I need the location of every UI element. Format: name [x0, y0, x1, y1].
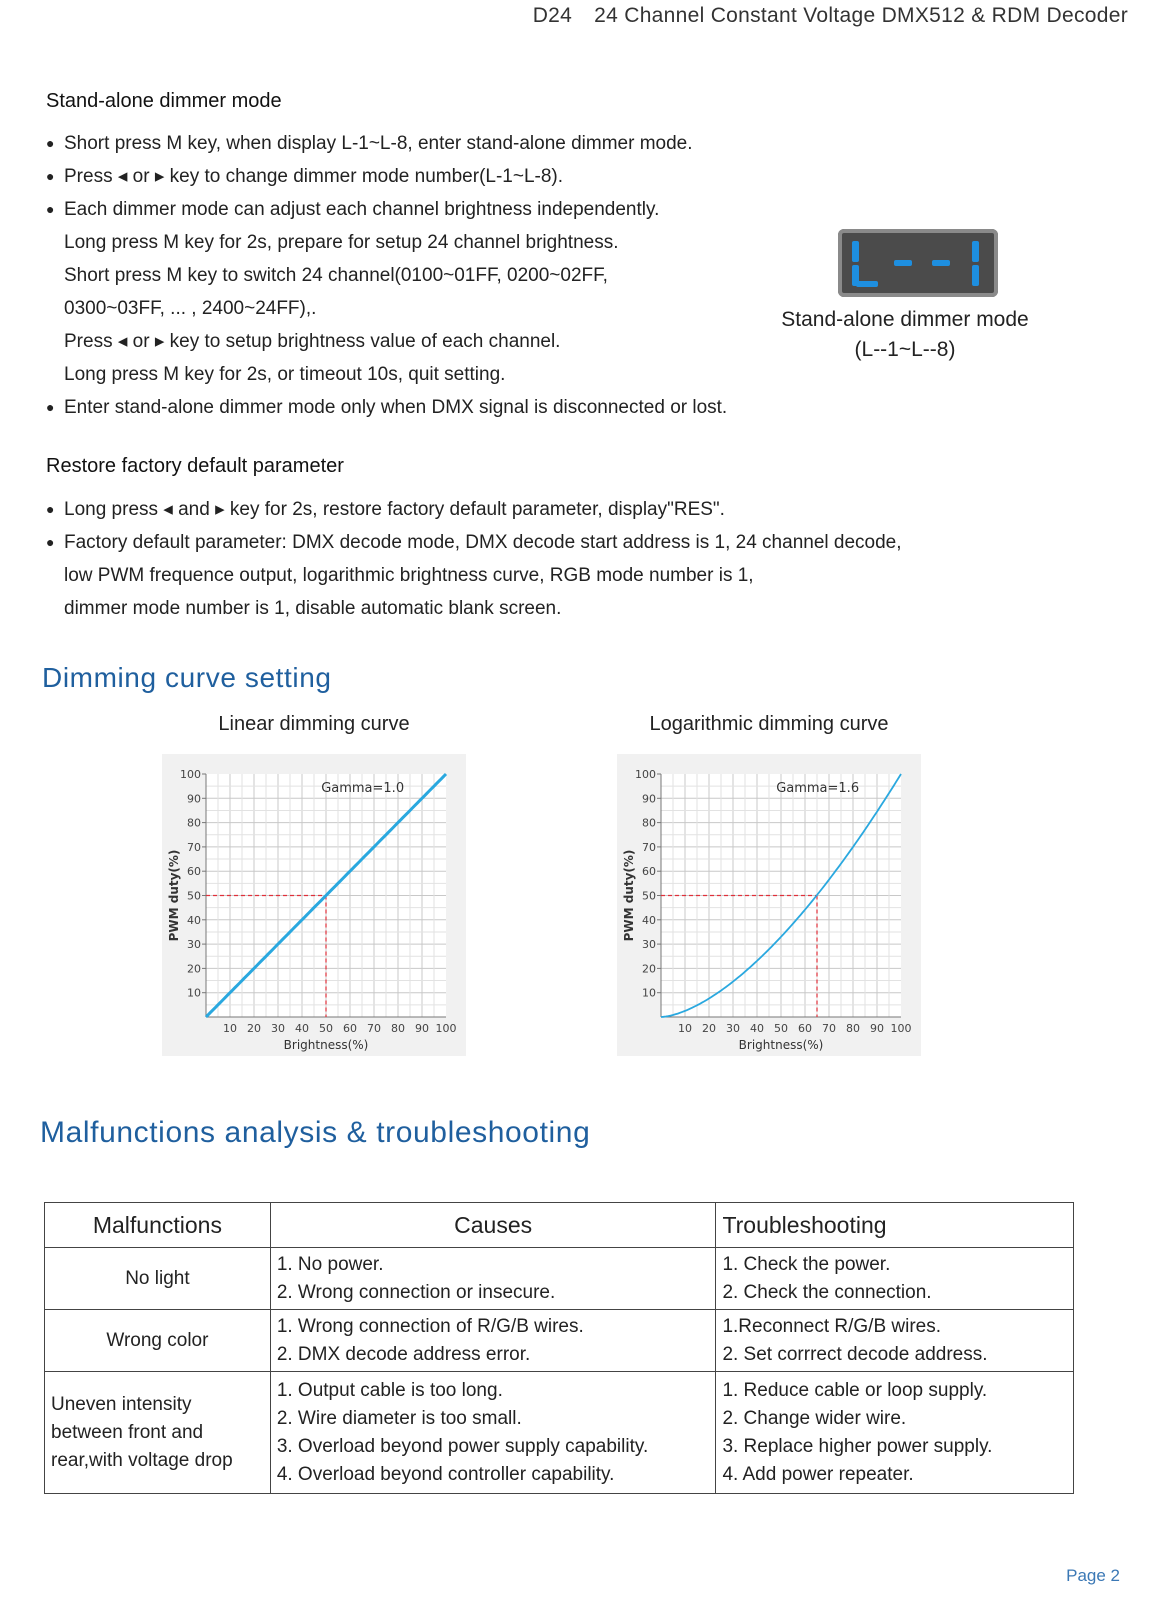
lcd-segments: [838, 229, 998, 297]
bullet-continuation: low PWM frequence output, logarithmic brightness curve, RGB mode number is 1,: [64, 565, 754, 586]
x-tick-label: 20: [702, 1022, 716, 1035]
x-tick-label: 30: [726, 1022, 740, 1035]
bullet-item: ● Short press M key, when display L-1~L-8, enter stand-alone dimmer mode.: [46, 127, 727, 160]
cell-line: No light: [125, 1267, 190, 1289]
x-axis-label: Brightness(%): [738, 1038, 824, 1052]
x-tick-label: 10: [223, 1022, 237, 1035]
bullet-item: ● Press ◂ or ▸ key to change dimmer mode number(L-1~L-8).: [46, 160, 727, 193]
cell-line: 1. Output cable is too long.: [276, 1379, 503, 1401]
cell-line: 1. No power.: [276, 1253, 384, 1275]
lcd-caption-line1: Stand-alone dimmer mode: [781, 308, 1029, 331]
malfunctions-heading: Malfunctions analysis & troubleshooting: [40, 1116, 591, 1149]
y-tick-label: 50: [642, 889, 656, 903]
x-tick-label: 100: [890, 1022, 912, 1035]
x-tick-label: 90: [870, 1022, 884, 1035]
x-tick-label: 60: [798, 1022, 812, 1035]
y-tick-label: 20: [642, 962, 656, 976]
x-tick-label: 90: [415, 1022, 429, 1035]
x-tick-label: 70: [367, 1022, 381, 1035]
log-chart: [617, 754, 921, 1056]
cell-line: 1. Reduce cable or loop supply.: [722, 1379, 988, 1401]
cell-line: 2. Wire diameter is too small.: [276, 1407, 522, 1429]
causes-cell: [270, 1310, 716, 1372]
y-tick-label: 10: [187, 986, 201, 1000]
y-tick-label: 30: [187, 938, 201, 952]
y-tick-label: 60: [187, 865, 201, 879]
log-chart-title: Logarithmic dimming curve: [649, 713, 889, 735]
bullet-continuation: Long press M key for 2s, prepare for setup 24 channel brightness.: [64, 232, 619, 253]
x-tick-label: 70: [822, 1022, 836, 1035]
column-header: Malfunctions: [45, 1203, 271, 1248]
dimming-heading: Dimming curve setting: [42, 662, 332, 693]
cell-line: 3. Overload beyond power supply capability.: [276, 1435, 649, 1457]
standalone-title: Stand-alone dimmer mode: [46, 90, 282, 112]
table-row: [45, 1310, 1074, 1372]
y-tick-label: 30: [642, 938, 656, 952]
y-tick-label: 90: [187, 792, 201, 806]
malfunction-cell: [45, 1248, 271, 1310]
y-tick-label: 70: [187, 840, 201, 854]
product-code: D24: [532, 4, 573, 27]
bullet-item: ● Factory default parameter: DMX decode mode, DMX decode start address is 1, 24 channel decode,: [46, 526, 902, 559]
bullet-continuation: Press ◂ or ▸ key to setup brightness value of each channel.: [64, 331, 561, 352]
malfunction-cell: [45, 1372, 271, 1494]
y-tick-label: 20: [187, 962, 201, 976]
malfunctions-table: [44, 1202, 1074, 1494]
column-header: Causes: [270, 1203, 716, 1248]
cell-line: Uneven intensity: [51, 1393, 192, 1415]
x-tick-label: 80: [846, 1022, 860, 1035]
product-title: 24 Channel Constant Voltage DMX512 & RDM Decoder: [594, 4, 1128, 27]
y-tick-label: 40: [187, 913, 201, 927]
log-chart-svg: [617, 754, 921, 1056]
fixes-cell: [716, 1310, 1074, 1372]
cell-line: 2. Change wider wire.: [722, 1407, 907, 1429]
cell-line: 2. DMX decode address error.: [276, 1343, 531, 1365]
bullet-item: ● Enter stand-alone dimmer mode only when DMX signal is disconnected or lost.: [46, 391, 727, 424]
cell-line: 1. Wrong connection of R/G/B wires.: [276, 1315, 584, 1337]
x-tick-label: 30: [271, 1022, 285, 1035]
x-tick-label: 50: [319, 1022, 333, 1035]
cell-line: 2. Check the connection.: [722, 1281, 932, 1303]
cell-line: 4. Add power repeater.: [722, 1463, 914, 1485]
cell-line: 2. Wrong connection or insecure.: [276, 1281, 556, 1303]
y-tick-label: 100: [180, 768, 201, 781]
y-tick-label: 60: [642, 865, 656, 879]
lcd-caption: [760, 305, 1050, 365]
restore-title: Restore factory default parameter: [46, 455, 344, 477]
linear-chart: [162, 754, 466, 1056]
table-header-row: [45, 1203, 1074, 1248]
y-tick-label: 50: [187, 889, 201, 903]
fixes-cell: [716, 1372, 1074, 1494]
y-tick-label: 70: [642, 840, 656, 854]
lcd-caption-line2: (L--1~L--8): [854, 338, 956, 361]
x-tick-label: 50: [774, 1022, 788, 1035]
bullet-continuation: dimmer mode number is 1, disable automatic blank screen.: [64, 598, 562, 619]
page-number: Page 2: [1066, 1566, 1120, 1585]
column-header: Troubleshooting: [716, 1203, 1074, 1248]
standalone-instructions: [46, 127, 727, 424]
gamma-annotation: Gamma=1.6: [776, 781, 860, 796]
cell-line: between front and: [51, 1421, 204, 1443]
cell-line: 1. Check the power.: [722, 1253, 891, 1275]
y-tick-label: 10: [642, 986, 656, 1000]
x-tick-label: 20: [247, 1022, 261, 1035]
y-tick-label: 80: [187, 816, 201, 830]
fixes-cell: [716, 1248, 1074, 1310]
table-row: [45, 1372, 1074, 1494]
linear-chart-svg: [162, 754, 466, 1056]
y-tick-label: 90: [642, 792, 656, 806]
y-axis-label: PWM duty(%): [622, 849, 636, 942]
x-tick-label: 60: [343, 1022, 357, 1035]
cell-line: Wrong color: [106, 1329, 209, 1351]
causes-cell: [270, 1372, 716, 1494]
y-tick-label: 80: [642, 816, 656, 830]
bullet-continuation: Short press M key to switch 24 channel(0100~01FF, 0200~02FF,: [64, 265, 608, 286]
x-tick-label: 40: [295, 1022, 309, 1035]
cell-line: rear,with voltage drop: [51, 1449, 233, 1471]
y-axis-label: PWM duty(%): [167, 849, 181, 942]
x-tick-label: 10: [678, 1022, 692, 1035]
cell-line: 3. Replace higher power supply.: [722, 1435, 993, 1457]
bullet-item: ● Long press ◂ and ▸ key for 2s, restore factory default parameter, display"RES".: [46, 493, 902, 526]
malfunction-cell: [45, 1310, 271, 1372]
x-tick-label: 80: [391, 1022, 405, 1035]
table-row: [45, 1248, 1074, 1310]
cell-line: 4. Overload beyond controller capability.: [276, 1463, 615, 1485]
restore-instructions: [46, 493, 902, 625]
x-tick-label: 40: [750, 1022, 764, 1035]
bullet-continuation: Long press M key for 2s, or timeout 10s, quit setting.: [64, 364, 506, 385]
cell-line: 1.Reconnect R/G/B wires.: [722, 1315, 942, 1337]
causes-cell: [270, 1248, 716, 1310]
lcd-display: [838, 229, 998, 297]
bullet-continuation: 0300~03FF, ... , 2400~24FF),.: [64, 298, 317, 319]
cell-line: 2. Set corrrect decode address.: [722, 1343, 988, 1365]
bullet-item: ● Each dimmer mode can adjust each channel brightness independently.: [46, 193, 727, 226]
linear-chart-title: Linear dimming curve: [218, 713, 410, 735]
gamma-annotation: Gamma=1.0: [321, 781, 405, 796]
x-axis-label: Brightness(%): [283, 1038, 369, 1052]
y-tick-label: 100: [635, 768, 656, 781]
y-tick-label: 40: [642, 913, 656, 927]
x-tick-label: 100: [435, 1022, 457, 1035]
page-header: [533, 4, 1128, 28]
